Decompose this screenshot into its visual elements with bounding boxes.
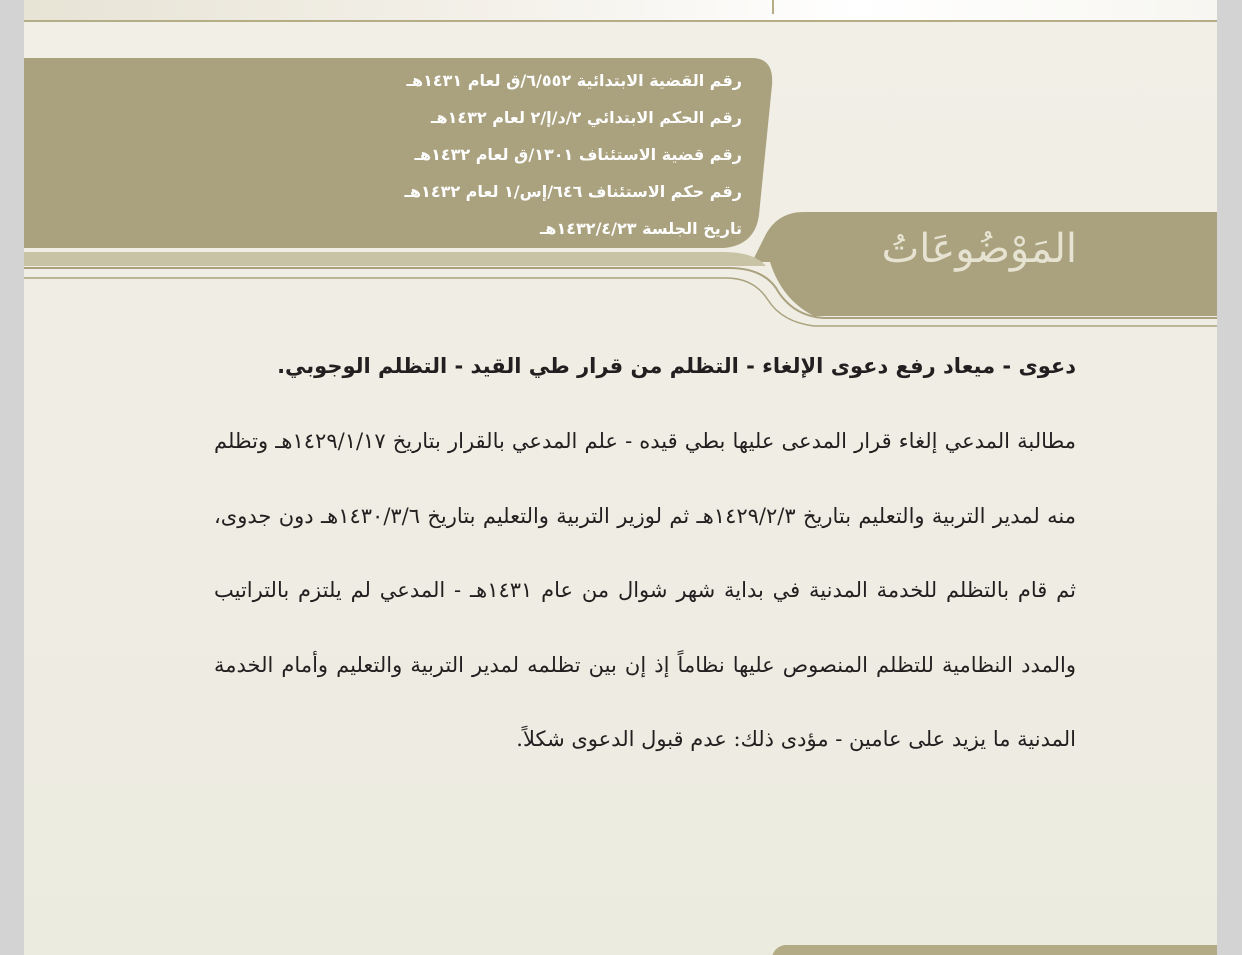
case-info bbox=[404, 62, 742, 247]
bottom-decorative-band bbox=[772, 945, 1217, 955]
content-area bbox=[214, 348, 1076, 777]
light-stripe bbox=[24, 252, 766, 266]
summary-paragraph: مطالبة المدعي إلغاء قرار المدعى عليها بطي قيده - علم المدعي بالقرار بتاريخ ١٤٢٩/١/١٧هـ وتظلم منه لمدير التربية والتعليم بتاريخ ١٤٢٩/٢/٣هـ ثم لوزير التربية والتعليم بتاريخ ١٤٣٠/٣/٦هـ دون جدوى، ثم قام بالتظلم للخدمة المدنية في بداية شهر شوال من عام ١٤٣١هـ - المدعي لم يلتزم بالتراتيب والمدد النظامية للتظلم المنصوص عليها نظاماً إذ إن بين تظلمه لمدير التربية والتعليم وأمام الخدمة المدنية ما يزيد على عامين - مؤدى ذلك: عدم قبول الدعوى شكلاً. bbox=[214, 429, 1077, 751]
case-info-line: رقم قضية الاستئناف ١٣٠١/ق لعام ١٤٣٢هـ bbox=[414, 145, 742, 164]
section-title: المَوْضُوعَاتُ bbox=[881, 226, 1077, 272]
case-info-line: رقم القضية الابتدائية ٦/٥٥٢/ق لعام ١٤٣١هـ bbox=[406, 71, 742, 90]
document-sheet bbox=[24, 0, 1217, 955]
subject-heading: دعوى - ميعاد رفع دعوى الإلغاء - التظلم من قرار طي القيد - التظلم الوجوبي. bbox=[277, 354, 1076, 378]
case-info-line: رقم حكم الاستئناف ٦٤٦/إس/١ لعام ١٤٣٢هـ bbox=[404, 182, 742, 201]
case-info-line: رقم الحكم الابتدائي ٢/د/إ/٢ لعام ١٤٣٢هـ bbox=[431, 108, 742, 127]
case-info-line: تاريخ الجلسة ١٤٣٢/٤/٢٣هـ bbox=[539, 219, 742, 238]
